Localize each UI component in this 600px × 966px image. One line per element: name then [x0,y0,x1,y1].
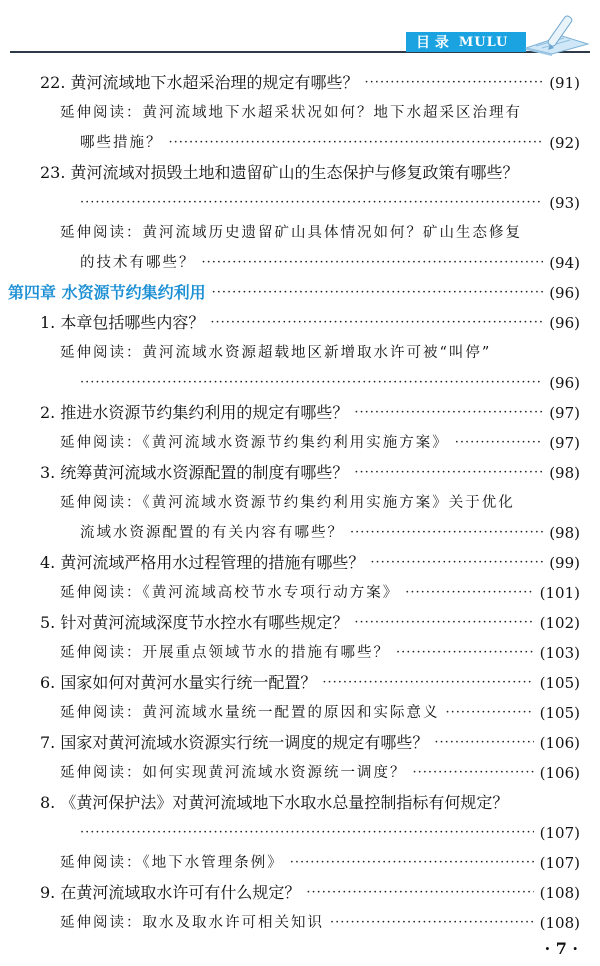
question-text: 2. 推进水资源节约集约利用的规定有哪些？ [40,403,349,422]
toc-entry [0,728,600,758]
dot-leader [413,758,534,788]
toc-entry [0,668,600,698]
toc-entry [0,698,600,728]
toc-entry [0,278,600,308]
dot-leader [80,818,534,848]
page-reference: (107) [539,824,580,842]
dot-leader [446,698,534,728]
toc-entry [0,128,600,158]
page-number: · 7 · [544,939,578,958]
question-text: 9. 在黄河流域取水许可有什么规定？ [40,883,301,902]
section-title-pinyin: MULU [458,34,509,50]
extended-reading-text: 延伸阅读：取水及取水许可相关知识 [60,915,324,931]
question-text: 3. 统筹黄河流域水资源配置的制度有哪些？ [40,463,349,482]
toc-entry [0,548,600,578]
toc-entry [0,638,600,668]
toc-entry [0,878,600,908]
dot-leader [80,188,543,218]
dot-leader [434,728,533,758]
page-reference: (92) [549,134,580,152]
extended-reading-text: 延伸阅读：《黄河流域水资源节约集约利用实施方案》 [60,435,449,451]
page-reference: (99) [549,554,580,572]
toc-entry [0,248,600,278]
dot-leader [365,68,544,98]
toc-entry [0,848,600,878]
extended-reading-text: 延伸阅读：如何实现黄河流域水资源统一调度？ [60,765,407,781]
page-reference: (91) [549,74,580,92]
page-reference: (108) [539,884,580,902]
toc-entry [0,458,600,488]
page-reference: (94) [549,254,580,272]
question-text: 22. 黄河流域地下水超采治理的规定有哪些？ [40,73,359,92]
question-text: 1. 本章包括哪些内容？ [40,313,205,332]
toc-entry [0,98,600,128]
question-text: 4. 黄河流域严格用水过程管理的措施有哪些？ [40,553,365,572]
page-reference: (96) [549,284,580,302]
toc-entry [0,398,600,428]
section-tab [406,32,526,52]
dot-leader [370,548,543,578]
toc-entry [0,308,600,338]
extended-reading-text: 哪些措施？ [80,135,163,151]
book-pen-icon [522,8,592,56]
extended-reading-text: 延伸阅读：黄河流域水量统一配置的原因和实际意义 [60,705,440,721]
toc-entry [0,788,600,818]
toc-entry [0,518,600,548]
page-reference: (97) [549,404,580,422]
page-reference: (105) [539,674,580,692]
dot-leader [290,848,534,878]
chapter-title: 第四章 水资源节约集约利用 [8,283,206,302]
toc-entry [0,818,600,848]
dot-leader [202,248,544,278]
dot-leader [396,638,534,668]
toc-entry [0,488,600,518]
dot-leader [212,278,544,308]
page-reference: (105) [539,704,580,722]
extended-reading-text: 延伸阅读：开展重点领域节水的措施有哪些？ [60,645,390,661]
dot-leader [169,128,544,158]
page-reference: (106) [539,734,580,752]
dot-leader [80,368,543,398]
toc-entry [0,188,600,218]
dot-leader [350,518,543,548]
page-reference: (98) [549,524,580,542]
page-reference: (108) [539,914,580,932]
question-text: 23. 黄河流域对损毁土地和遗留矿山的生态保护与修复政策有哪些？ [40,163,519,182]
toc-entry [0,368,600,398]
page-reference: (97) [549,434,580,452]
page-reference: (96) [549,374,580,392]
extended-reading-text: 延伸阅读：黄河流域地下水超采状况如何？地下水超采区治理有 [60,105,522,121]
toc-entry [0,158,600,188]
page-reference: (93) [549,194,580,212]
dot-leader [354,608,533,638]
page-reference: (107) [539,854,580,872]
extended-reading-text: 延伸阅读：《黄河流域水资源节约集约利用实施方案》关于优化 [60,495,515,511]
question-text: 6. 国家如何对黄河水量实行统一配置？ [40,673,317,692]
dot-leader [455,428,543,458]
toc-entry [0,428,600,458]
page-reference: (96) [549,314,580,332]
dot-leader [306,878,533,908]
dot-leader [405,578,533,608]
toc-entry [0,578,600,608]
extended-reading-text: 流域水资源配置的有关内容有哪些？ [80,525,344,541]
page-reference: (103) [539,644,580,662]
question-text: 5. 针对黄河流域深度节水控水有哪些规定？ [40,613,349,632]
page-reference: (98) [549,464,580,482]
toc-entry [0,218,600,248]
extended-reading-text: 的技术有哪些？ [80,255,196,271]
extended-reading-text: 延伸阅读：黄河流域历史遗留矿山具体情况如何？矿山生态修复 [60,225,522,241]
table-of-contents [0,68,600,938]
toc-entry [0,758,600,788]
toc-entry [0,908,600,938]
dot-leader [354,458,543,488]
section-title: 目 录 [416,35,449,51]
page-reference: (101) [539,584,580,602]
toc-entry [0,68,600,98]
question-text: 8. 《黄河保护法》对黄河流域地下水取水总量控制指标有何规定？ [40,793,509,812]
page-reference: (102) [539,614,580,632]
extended-reading-text: 延伸阅读：《地下水管理条例》 [60,855,284,871]
dot-leader [210,308,543,338]
dot-leader [354,398,543,428]
dot-leader [322,668,533,698]
page-reference: (106) [539,764,580,782]
dot-leader [330,908,534,938]
toc-entry [0,338,600,368]
extended-reading-text: 延伸阅读：黄河流域水资源超载地区新增取水许可被“叫停” [60,345,492,361]
toc-entry [0,608,600,638]
extended-reading-text: 延伸阅读：《黄河流域高校节水专项行动方案》 [60,585,400,601]
question-text: 7. 国家对黄河流域水资源实行统一调度的规定有哪些？ [40,733,429,752]
